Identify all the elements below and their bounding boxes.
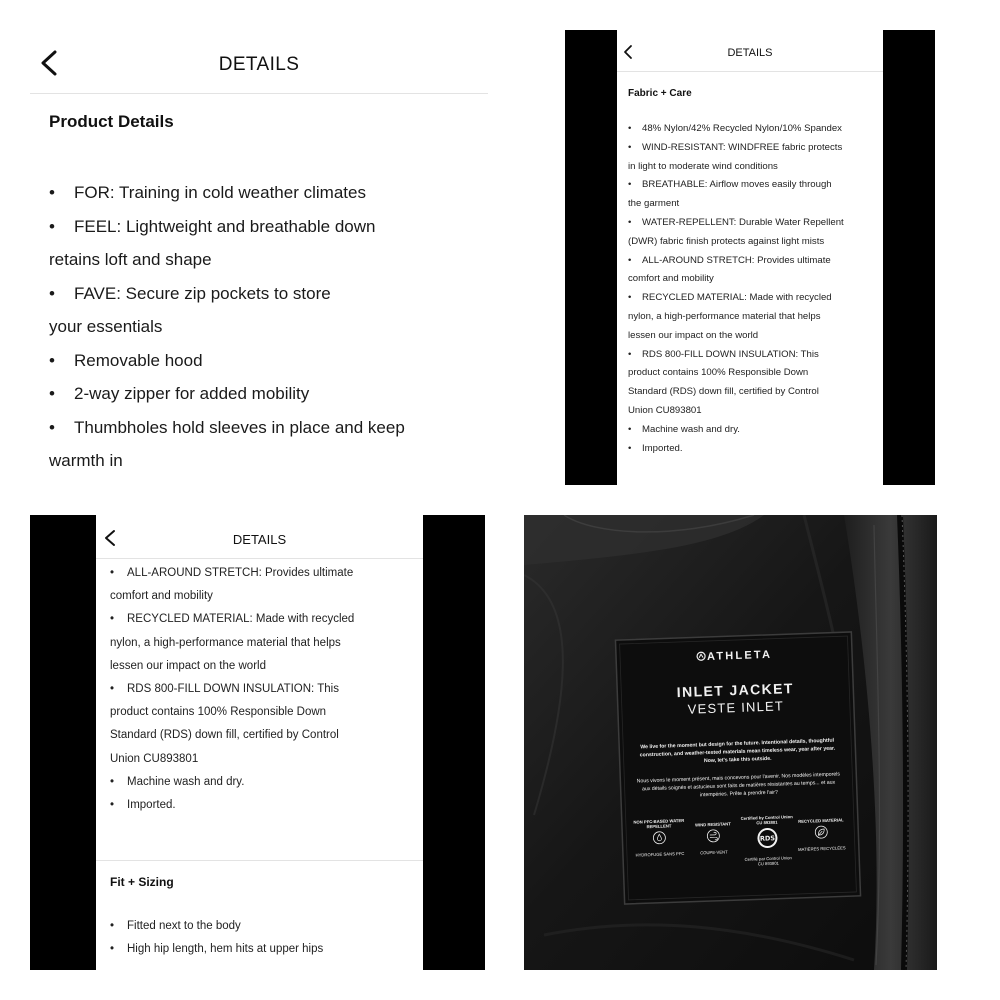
list-item-continuation: nylon, a high-performance material that helps: [628, 310, 821, 322]
feature-label-french: Certifié par Control Union CU 893801: [744, 855, 792, 867]
feature-label-french: MATIÈRES RECYCLÉES: [797, 845, 846, 852]
list-item-continuation: (DWR) fabric finish protects against light mists: [628, 235, 825, 247]
list-item: • RECYCLED MATERIAL: Made with recycled: [110, 608, 415, 631]
feature-rds-certified: [739, 808, 795, 867]
bullet: •: [628, 141, 632, 153]
feature-wind-resistant: [685, 810, 741, 856]
bullet: •: [110, 613, 115, 626]
bullet: •: [628, 442, 632, 454]
list-item-continuation: the garment: [628, 198, 680, 210]
bullet: •: [628, 179, 632, 191]
label-feature-row: [632, 806, 850, 883]
product-name-french: VESTE INLET: [687, 698, 785, 717]
list-item-continuation: your essentials: [49, 317, 163, 336]
athleta-logo-icon: [696, 651, 706, 661]
list-item-continuation: lessen our impact on the world: [110, 659, 266, 672]
list-item: • FOR: Training in cold weather climates: [49, 176, 469, 210]
list-item: • RECYCLED MATERIAL: Made with recycled: [628, 289, 878, 308]
bullet: •: [110, 920, 115, 932]
list-item-continuation: retains loft and shape: [49, 250, 212, 269]
feature-water-repellent: [632, 812, 688, 858]
bullet: •: [49, 283, 55, 303]
bullet: •: [110, 775, 115, 788]
feature-recycled-material: [793, 806, 849, 852]
feature-label-french: COUPE-VENT: [700, 849, 728, 856]
section-title-fabric-care: Fabric + Care: [628, 88, 692, 99]
list-item-continuation: comfort and mobility: [110, 590, 213, 603]
details-header: [617, 30, 883, 72]
water-drop-icon: [652, 831, 666, 845]
bullet: •: [628, 254, 632, 266]
product-name: INLET JACKET: [676, 680, 795, 701]
list-item: • RDS 800-FILL DOWN INSULATION: This: [110, 678, 415, 701]
bullet: •: [628, 423, 632, 435]
list-item-continuation: Union CU893801: [628, 404, 702, 416]
list-item-continuation: nylon, a high-performance material that helps: [110, 636, 341, 649]
list-item: • High hip length, hem hits at upper hips: [110, 938, 415, 961]
list-item: • Removable hood: [49, 344, 469, 378]
fabric-care-screenshot: [565, 30, 935, 485]
product-label-tag: [618, 634, 859, 902]
list-item: • Thumbholes hold sleeves in place and keep: [49, 411, 469, 445]
list-item: • FAVE: Secure zip pockets to store: [49, 277, 469, 311]
label-text-french: Nous vivons le moment présent, mais concevons pour l'avenir. Nos modèles intemporels aux détails soignés et astucieux sont faits de matières résistantes au temps... et aux intempéries. Prête à prendre l'air?: [636, 771, 841, 799]
bullet: •: [49, 183, 55, 202]
bullet: •: [110, 943, 115, 956]
bullet: •: [49, 417, 55, 437]
list-item: • ALL-AROUND STRETCH: Provides ultimate: [628, 252, 878, 271]
brand-logo: [618, 646, 850, 666]
bullet: •: [628, 348, 632, 360]
list-item-continuation: Standard (RDS) down fill, certified by Control: [628, 386, 819, 398]
svg-text:RDS: RDS: [759, 834, 776, 843]
list-item: • Imported.: [628, 440, 878, 459]
bullet: •: [49, 384, 55, 403]
list-item-continuation: warmth in: [49, 451, 123, 470]
section-title-product-details: Product Details: [49, 112, 174, 131]
bullet: •: [628, 292, 632, 304]
feature-label: Certified by Control Union CU 893801: [740, 814, 793, 826]
list-item: • 2-way zipper for added mobility: [49, 377, 469, 411]
page-title: DETAILS: [218, 54, 300, 75]
list-item-continuation: product contains 100% Responsible Down: [628, 367, 809, 379]
phone-screen: [96, 515, 423, 970]
list-item-continuation: in light to moderate wind conditions: [628, 160, 778, 172]
list-item: • Imported.: [110, 794, 415, 817]
list-item: • RDS 800-FILL DOWN INSULATION: This: [628, 346, 878, 365]
list-item: • 48% Nylon/42% Recycled Nylon/10% Spandex: [628, 120, 878, 139]
rds-badge-icon: [756, 827, 779, 850]
list-item-continuation: Standard (RDS) down fill, certified by Control: [110, 729, 339, 742]
feature-label: WIND RESISTANT: [695, 821, 731, 828]
list-item: • BREATHABLE: Airflow moves easily through: [628, 176, 878, 195]
list-item-continuation: product contains 100% Responsible Down: [110, 706, 327, 719]
list-item: • WATER-REPELLENT: Durable Water Repellent: [628, 214, 878, 233]
page-title: DETAILS: [232, 532, 287, 547]
bullet: •: [110, 567, 115, 579]
phone-screen: [617, 30, 883, 485]
list-item: • Machine wash and dry.: [110, 771, 415, 794]
list-item: • ALL-AROUND STRETCH: Provides ultimate: [110, 562, 415, 585]
label-text-english: We live for the moment but design for the future. Intentional details, thoughtful construction, and weather-tested materials mean timeless wear, year after year. Now, let's take this outside.: [639, 737, 836, 765]
jacket-label-photo: [524, 515, 937, 970]
fabric-care-list: [110, 562, 415, 817]
details-header: [30, 30, 488, 94]
product-details-list: [49, 176, 469, 478]
section-divider: [96, 860, 423, 861]
list-item: • Fitted next to the body: [110, 915, 415, 938]
wind-icon: [706, 829, 720, 843]
feature-label: NON PFC-BASED WATER REPELLENT: [633, 817, 685, 830]
brand-name: ATHLETA: [706, 648, 773, 664]
bullet: •: [628, 216, 632, 228]
feature-label-french: HYDROFUGE SANS PFC: [635, 850, 685, 858]
section-title-fit-sizing: Fit + Sizing: [110, 875, 174, 889]
list-item: • WIND-RESISTANT: WINDFREE fabric protects: [628, 139, 878, 158]
bullet: •: [110, 799, 115, 812]
list-item: • FEEL: Lightweight and breathable down: [49, 210, 469, 244]
leaf-icon: [814, 825, 828, 839]
list-item-continuation: Union CU893801: [110, 752, 199, 765]
list-item: • Machine wash and dry.: [628, 421, 878, 440]
feature-label: RECYCLED MATERIAL: [798, 817, 844, 824]
bullet: •: [628, 123, 632, 134]
list-item-continuation: lessen our impact on the world: [628, 329, 759, 341]
bullet: •: [110, 683, 115, 696]
fit-sizing-list: [110, 915, 415, 961]
fabric-care-list: [628, 120, 878, 458]
bullet: •: [49, 350, 55, 370]
product-details-screen: [30, 30, 488, 488]
list-item-continuation: comfort and mobility: [628, 273, 714, 285]
fit-sizing-screenshot: [30, 515, 485, 970]
details-header: [96, 515, 423, 559]
bullet: •: [49, 216, 55, 236]
page-title: DETAILS: [727, 47, 773, 59]
